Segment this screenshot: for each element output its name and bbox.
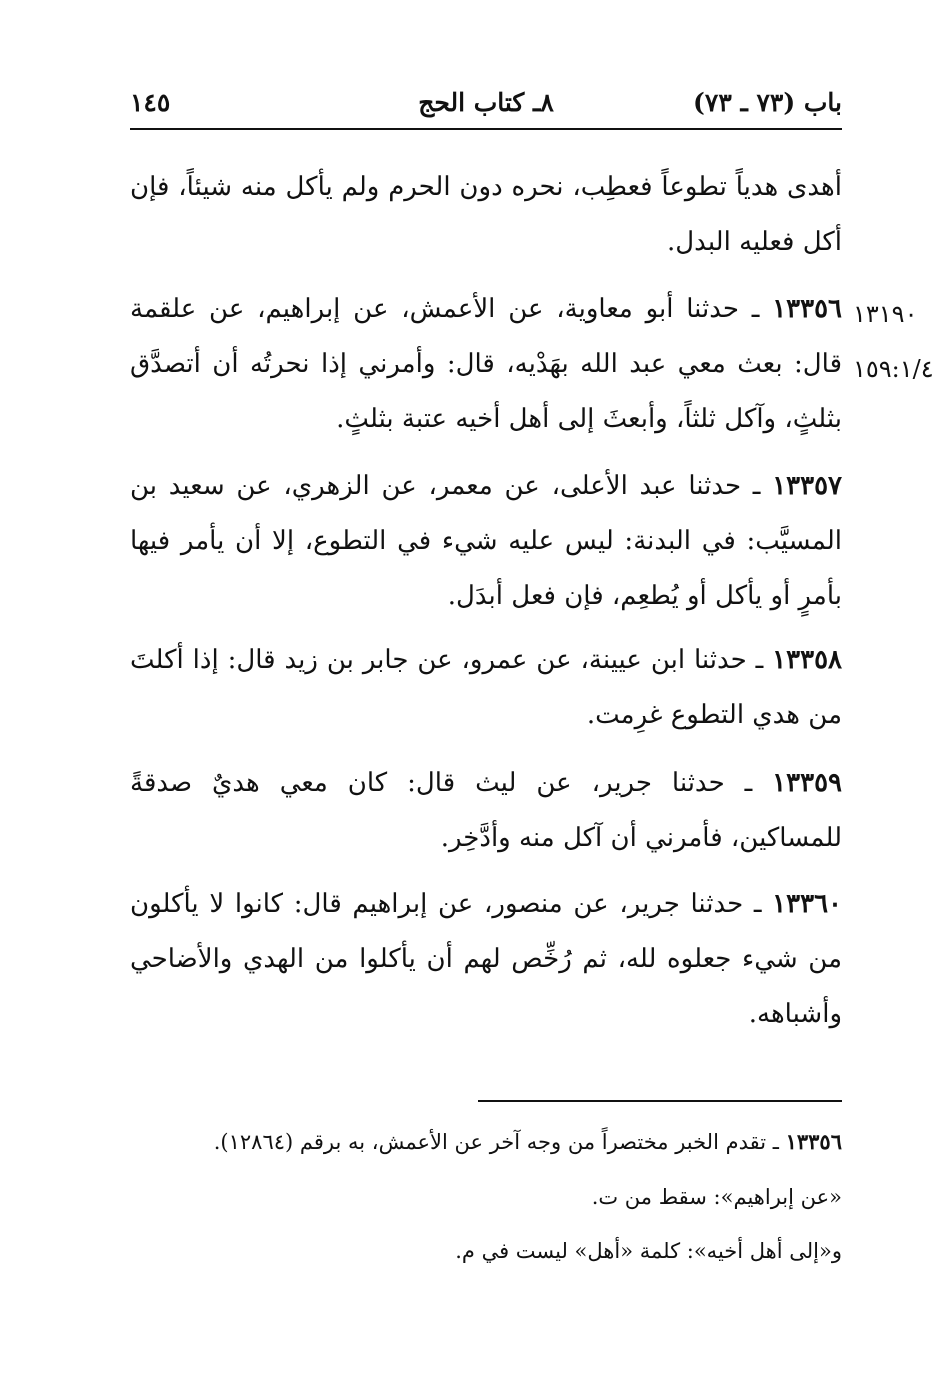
book-title: ٨ـ كتاب الحج xyxy=(418,88,554,117)
footnote-divider xyxy=(478,1100,842,1102)
chapter-heading: باب (٧٣ ـ ٧٣) xyxy=(693,88,842,117)
paragraph-text: أهدى هدياً تطوعاً فعطِب، نحره دون الحرم ولم يأكل منه شيئاً، فإن أكل فعليه البدل. xyxy=(130,172,842,257)
page-number: ١٤٥ xyxy=(130,88,171,117)
hadith-number: ١٣٣٥٧ xyxy=(772,471,843,501)
header-divider xyxy=(130,128,842,130)
margin-cross-reference: ١٣١٩٠ xyxy=(853,300,918,328)
hadith-text: ـ حدثنا عبد الأعلى، عن معمر، عن الزهري، عن سعيد بن المسيَّب: في البدنة: ليس عليه شيء في التطوع، إلا أن يأمر فيها بأمرٍ أو يأكل أو يُطعِم، فإن فعل أبدَل. xyxy=(130,471,842,611)
hadith-13358 xyxy=(130,633,842,743)
footnote-text: و«إلى أهل أخيه»: كلمة «أهل» ليست في م. xyxy=(455,1239,842,1263)
hadith-number: ١٣٣٦٠ xyxy=(772,889,842,919)
footnote-text: «عن إبراهيم»: سقط من ت. xyxy=(591,1185,842,1209)
hadith-text: ـ حدثنا جرير، عن منصور، عن إبراهيم قال: كانوا لا يأكلون من شيء جعلوه لله، ثم رُخِّص لهم أن يأكلوا من الهدي والأضاحي وأشباهه. xyxy=(130,889,842,1029)
hadith-number: ١٣٣٥٨ xyxy=(772,645,842,675)
hadith-text: ـ حدثنا جرير، عن ليث قال: كان معي هديٌ صدقةً للمساكين، فأمرني أن آكل منه وأدَّخِر. xyxy=(130,768,842,853)
hadith-13360 xyxy=(130,877,842,1042)
hadith-text: ـ حدثنا ابن عيينة، عن عمرو، عن جابر بن زيد قال: إذا أكلتَ من هدي التطوع غرِمت. xyxy=(130,645,842,730)
margin-source-reference: ١٥٩:١/٤ xyxy=(853,355,934,383)
paragraph-continuation xyxy=(130,160,842,270)
hadith-number: ١٣٣٥٦ xyxy=(772,294,843,324)
hadith-text: ـ حدثنا أبو معاوية، عن الأعمش، عن إبراهيم، عن علقمة قال: بعث معي عبد الله بهَدْيه، قال: وأمرني إذا نحرتُه أن أتصدَّق بثلثٍ، وآكل ثلثاً، وأبعثَ إلى أهل أخيه عتبة بثلثٍ. xyxy=(130,294,842,434)
footnote-number: ١٣٣٥٦ xyxy=(785,1129,842,1154)
hadith-13356 xyxy=(130,282,842,447)
footnote-text: ـ تقدم الخبر مختصراً من وجه آخر عن الأعمش، به برقم (١٢٨٦٤). xyxy=(213,1130,779,1154)
hadith-13357 xyxy=(130,459,842,624)
footnote-variant-2 xyxy=(130,1236,842,1266)
page-header xyxy=(130,86,842,126)
footnote-variant-1 xyxy=(130,1182,842,1212)
footnote-13356 xyxy=(130,1127,842,1157)
hadith-13359 xyxy=(130,756,842,866)
hadith-number: ١٣٣٥٩ xyxy=(772,768,842,798)
